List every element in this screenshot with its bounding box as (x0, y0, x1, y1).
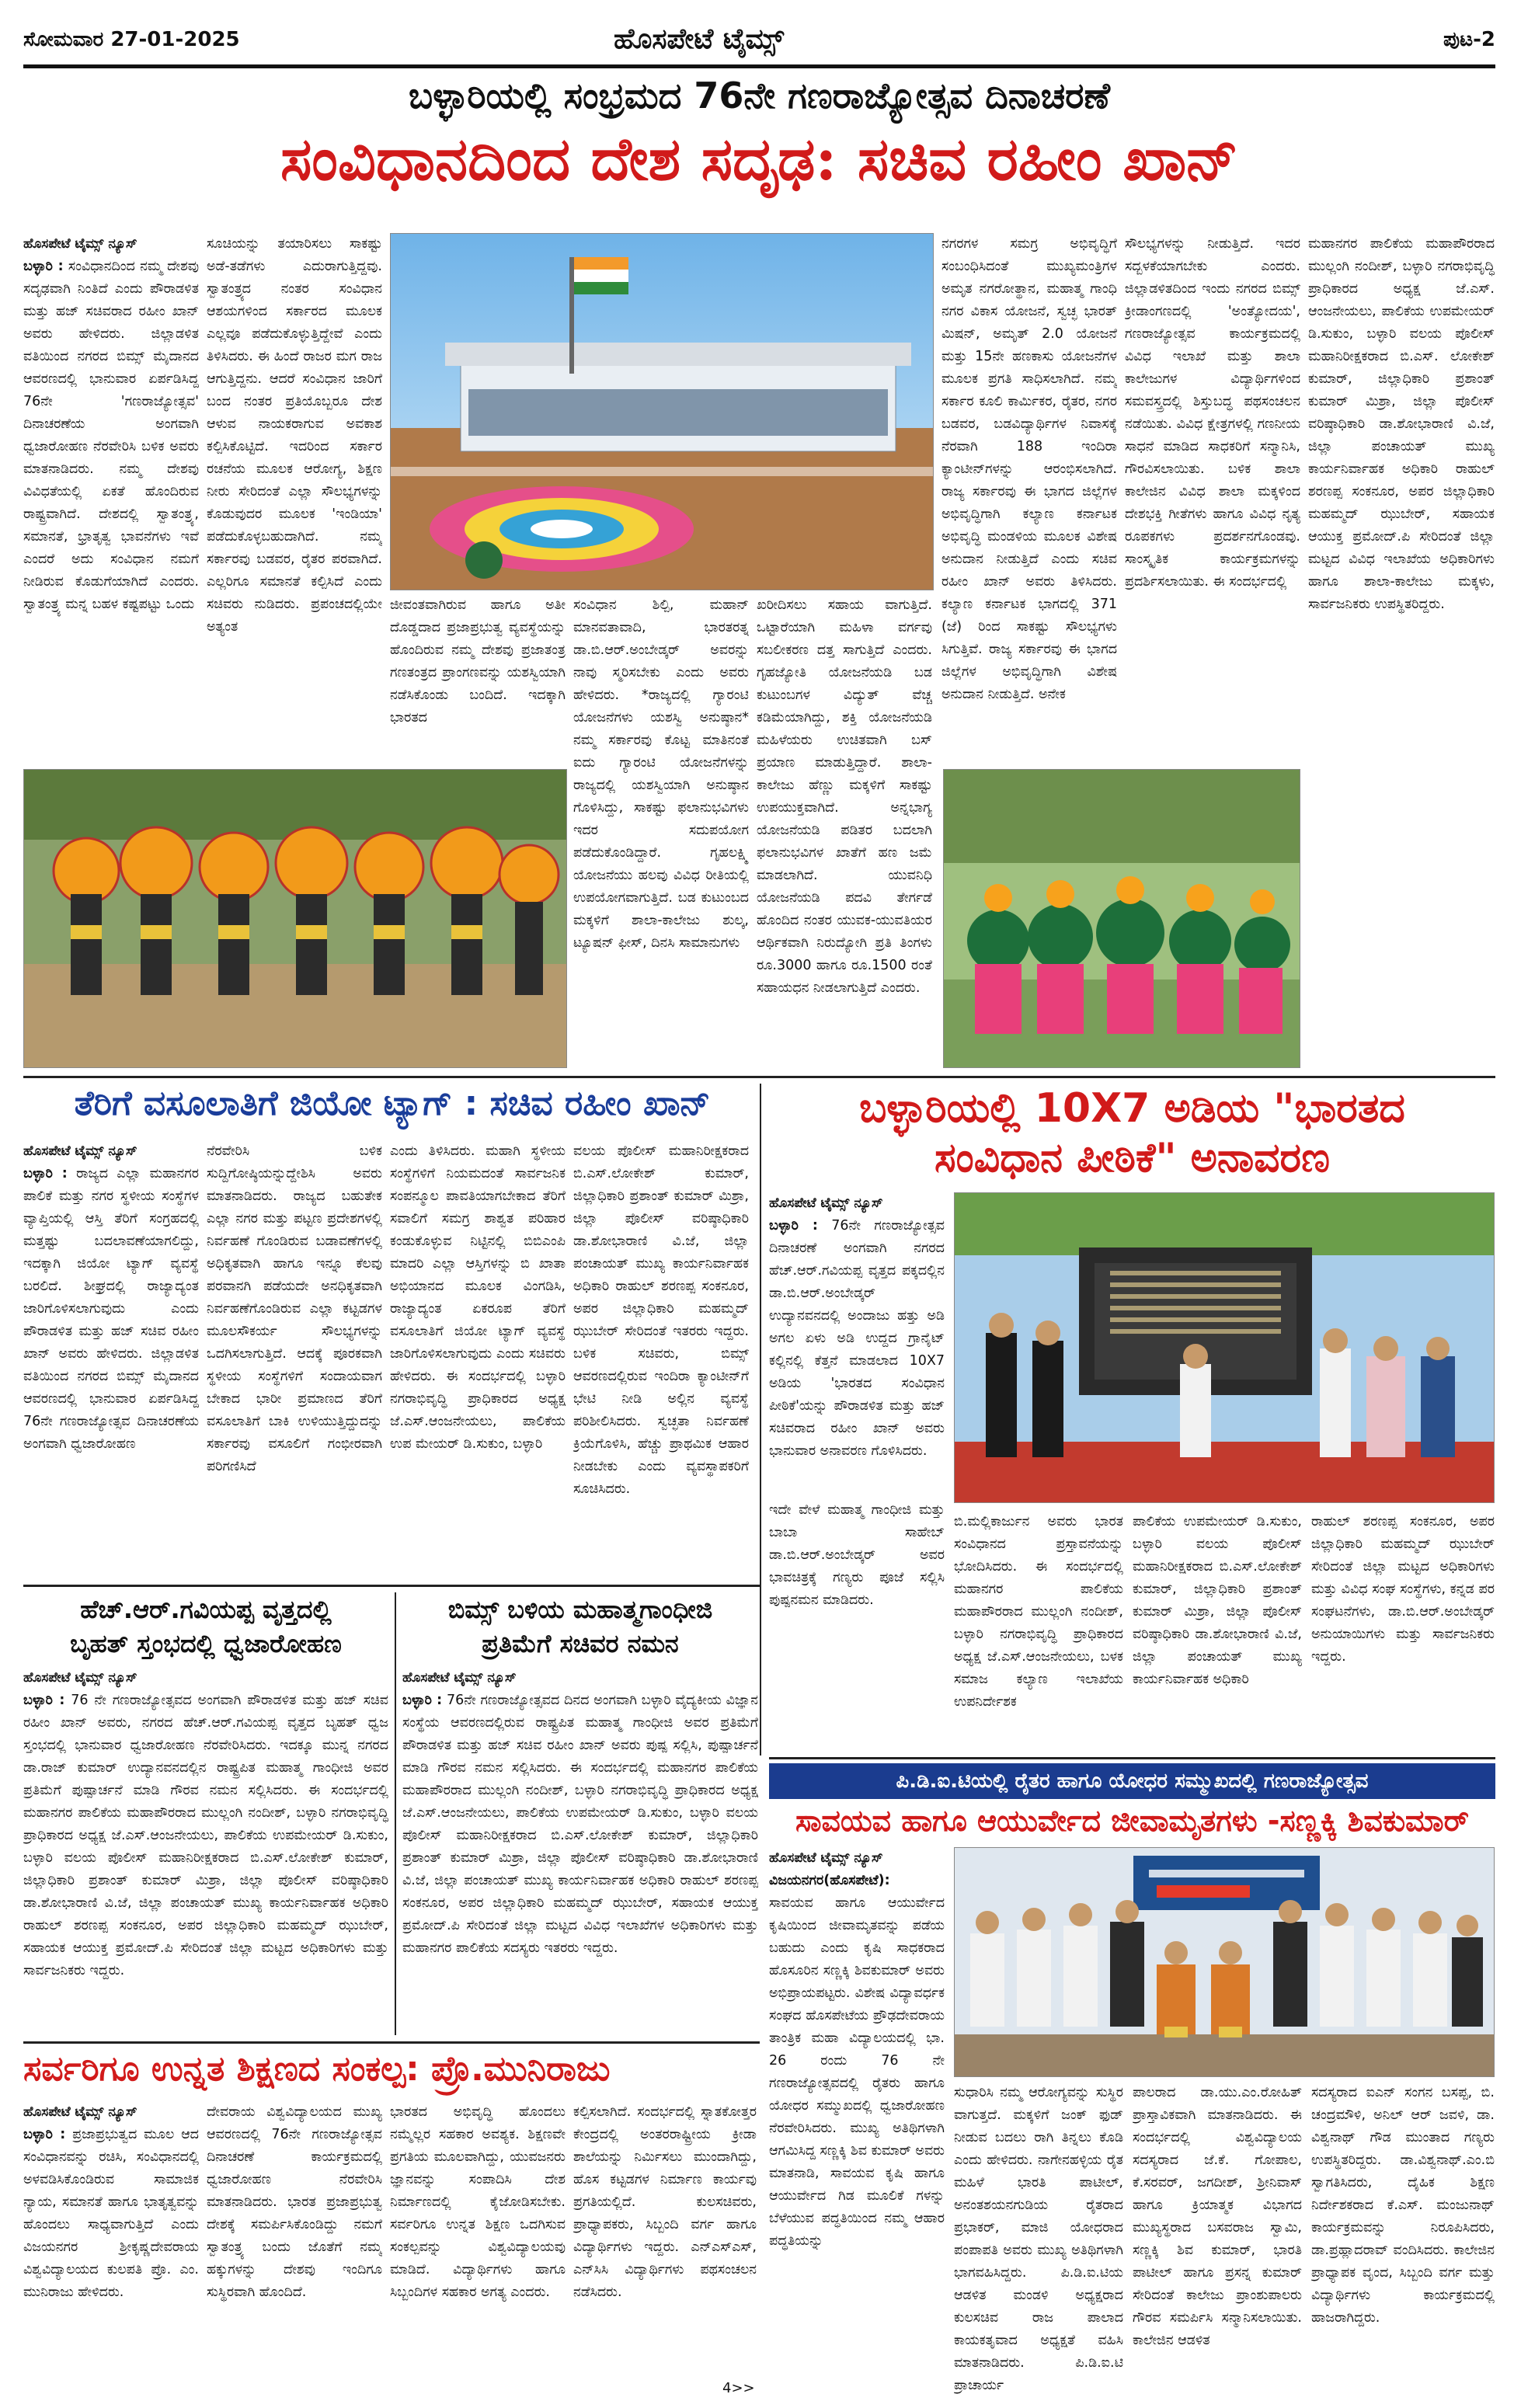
story3-text-1: 76ನೇ ಗಣರಾಜ್ಯೋತ್ಸವ ದಿನಾಚರಣೆ ಅಂಗವಾಗಿ ನಗರದ ಹೆಚ್.ಆರ್.ಗವಿಯಪ್ಪ ವೃತ್ತದ ಪಕ್ಕದಲ್ಲಿನ ಡಾ.ಬಿ.ಆರ್.ಅಂಬೇಡ್ಕರ್ ಉದ್ಯಾನವನದಲ್ಲಿ ಅಂದಾಜು ಹತ್ತು ಅಡಿ ಅಗಲ ಏಳು ಅಡಿ ಉದ್ದದ ಗ್ರಾನೈಟ್ ಕಲ್ಲಿನಲ್ಲಿ ಕೆತ್ತನೆ ಮಾಡಲಾದ 10X7 ಅಡಿಯ 'ಭಾರತದ ಸಂವಿಧಾನ ಪೀಠಿಕೆ'ಯನ್ನು ಪೌರಾಡಳಿತ ಮತ್ತು ಹಜ್ ಸಚಿವರಾದ ರಹೀಂ ಖಾನ್ ಅವರು ಭಾನುವಾರ ಅನಾವರಣ ಗೊಳಿಸಿದರು. (769, 1218, 945, 1459)
story2-column-1 (23, 1140, 199, 1579)
story6-photo-group (954, 1847, 1495, 2077)
section-divider (769, 1757, 1495, 1759)
group-photo-illustration (955, 1848, 1495, 2077)
story3-column-3 (1133, 1511, 1302, 1756)
story4-headline (23, 1592, 388, 1661)
dancers-photo-illustration (24, 770, 567, 1068)
lead-text-7: ಮಹಾನಗರ ಪಾಲಿಕೆಯ ಮಹಾಪೌರರಾದ ಮುಲ್ಲಂಗಿ ನಂದೀಶ್, ಬಳ್ಳಾರಿ ನಗರಾಭಿವೃದ್ಧಿ ಪ್ರಾಧಿಕಾರದ ಅಧ್ಯಕ್ಷ ಜೆ.ಎಸ್. ಆಂಜನೇಯಲು, ಪಾಲಿಕೆಯ ಉಪಮೇಯರ್ ಡಿ.ಸುಕುಂ, ಬಳ್ಳಾರಿ ವಲಯ ಪೊಲೀಸ್ ಮಹಾನಿರೀಕ್ಷಕರಾದ ಬಿ.ಎಸ್. ಲೋಕೇಶ್ ಕುಮಾರ್, ಜಿಲ್ಲಾಧಿಕಾರಿ ಪ್ರಶಾಂತ್ ಕುಮಾರ್ ಮಿಶ್ರಾ, ಜಿಲ್ಲಾ ಪೊಲೀಸ್ ವರಿಷ್ಠಾಧಿಕಾರಿ ಡಾ.ಶೋಭಾರಾಣಿ ವಿ.ಜೆ, ಜಿಲ್ಲಾ ಪಂಚಾಯತ್ ಮುಖ್ಯ ಕಾರ್ಯನಿರ್ವಾಹಕ ಅಧಿಕಾರಿ ರಾಹುಲ್ ಶರಣಪ್ಪ ಸಂಕನೂರ, ಅಪರ ಜಿಲ್ಲಾಧಿಕಾರಿ ಮಹಮ್ಮದ್ ಝುಬೇರ್, ಸಹಾಯಕ ಆಯುಕ್ತ ಪ್ರಮೋದ್.ಪಿ ಸೇರಿದಂತೆ ಜಿಲ್ಲಾ ಮಟ್ಟದ ವಿವಿಧ ಇಲಾಖೆಯ ಅಧಿಕಾರಿಗಳು ಹಾಗೂ ಶಾಲಾ-ಕಾಲೇಜು ಮಕ್ಕಳು, ಸಾರ್ವಜನಿಕರು ಉಪಸ್ಥಿತರಿದ್ದರು. (1308, 236, 1495, 612)
story5-headline-line-1: ಬಿಮ್ಸ್ ಬಳಿಯ ಮಹಾತ್ಮಗಾಂಧೀಜಿ (447, 1595, 713, 1624)
story2-column-4 (573, 1140, 749, 1579)
lead-text-1: ಸಂವಿಧಾನದಿಂದ ನಮ್ಮ ದೇಶವು ಸದೃಢವಾಗಿ ನಿಂತಿದೆ ಎಂದು ಪೌರಾಡಳಿತ ಮತ್ತು ಹಜ್ ಸಚಿವರಾದ ರಹೀಂ ಖಾನ್ ಅವರು ಹೇಳಿದರು. ಜಿಲ್ಲಾಡಳಿತ ವತಿಯಿಂದ ನಗರದ ಬಿಮ್ಸ್ ಮೈದಾನದ ಆವರಣದಲ್ಲಿ ಭಾನುವಾರ ಏರ್ಪಡಿಸಿದ್ದ 76ನೇ 'ಗಣರಾಜ್ಯೋತ್ಸವ' ದಿನಾಚರಣೆಯ ಅಂಗವಾಗಿ ಧ್ವಜಾರೋಹಣ ನೆರವೇರಿಸಿ ಬಳಿಕ ಅವರು ಮಾತನಾಡಿದರು. ನಮ್ಮ ದೇಶವು ವಿವಿಧತೆಯಲ್ಲಿ ಏಕತೆ ಹೊಂದಿರುವ ರಾಷ್ಟ್ರವಾಗಿದೆ. ದೇಶದಲ್ಲಿ ಸ್ವಾತಂತ್ರ್ಯ, ಸಮಾನತೆ, ಭ್ರಾತೃತ್ವ ಭಾವನೆಗಳು ಇವೆ ಎಂದರೆ ಅದು ಸಂವಿಧಾನ ನಮಗೆ ನೀಡಿರುವ ಕೊಡುಗೆಯಾಗಿದೆ ಎಂದರು. ಸ್ವಾತಂತ್ರ್ಯ ಮನ್ನ ಬಹಳ ಕಷ್ಟಪಟ್ಟು ಒಂದು (23, 259, 199, 612)
lead-photo-girls (943, 769, 1300, 1068)
lead-column-2b (390, 594, 566, 761)
story6-text-1: ಸಾವಯವ ಹಾಗೂ ಆಯುರ್ವೇದ ಕೃಷಿಯಿಂದ ಜೀವಾಮೃತವನ್ನು ಪಡೆಯ ಬಹುದು ಎಂದು ಕೃಷಿ ಸಾಧಕರಾದ ಹೊಸೂರಿನ ಸಣ್ಣಕ್ಕಿ ಶಿವಕುಮಾರ್ ಅವರು ಅಭಿಪ್ರಾಯಪಟ್ಟರು. ವಿಶೇಷ ವಿದ್ಯಾವರ್ಧಕ ಸಂಘದ ಹೊಸಪೇಟೆಯ ಪ್ರೌಢದೇವರಾಯ ತಾಂತ್ರಿಕ ಮಹಾ ವಿದ್ಯಾಲಯದಲ್ಲಿ ಭಾ. 26 ರಂದು 76 ನೇ ಗಣರಾಜ್ಯೋತ್ಸವದಲ್ಲಿ ರೈತರು ಹಾಗೂ ಯೋಧರ ಸಮ್ಮುಖದಲ್ಲಿ ಧ್ವಜಾರೋಹಣ ನೆರವೇರಿಸಿದರು. ಮುಖ್ಯ ಅತಿಥಿಗಳಾಗಿ ಆಗಮಿಸಿದ್ದ ಸಣ್ಣಕ್ಕಿ ಶಿವ ಕುಮಾರ್ ಅವರು ಮಾತನಾಡಿ, ಸಾವಯವ ಕೃಷಿ ಹಾಗೂ ಆಯುರ್ವೇದ ಗಿಡ ಮೂಲಿಕೆ ಗಳನ್ನು ಬೆಳೆಯುವ ಪದ್ಧತಿಯಿಂದ ನಮ್ಮ ಆಹಾರ ಪದ್ಧತಿಯನ್ನು (769, 1895, 945, 2249)
story7-byline: ಹೊಸಪೇಟೆ ಟೈಮ್ಸ್ ನ್ಯೂಸ್ (23, 2104, 137, 2120)
story7-text-1: ಪ್ರಜಾಪ್ರಭುತ್ವದ ಮೂಲ ಆದ ಸಂವಿಧಾನವನ್ನು ರಚಿಸಿ, ಸಂವಿಧಾನದಲ್ಲಿ ಅಳವಡಿಸಿಕೊಂಡಿರುವ ಸಾಮಾಜಿಕ ನ್ಯಾಯ, ಸಮಾನತೆ ಹಾಗೂ ಭಾತೃತ್ವವನ್ನು ಹೊಂದಲು ಸಾಧ್ಯವಾಗುತ್ತಿದೆ ಎಂದು ವಿಜಯನಗರ ಶ್ರೀಕೃಷ್ಣದೇವರಾಯ ವಿಶ್ವವಿದ್ಯಾಲಯದ ಕುಲಪತಿ ಪ್ರೊ. ಎಂ. ಮುನಿರಾಜು ಹೇಳಿದರು. (23, 2127, 199, 2300)
story3-headline (769, 1084, 1495, 1183)
story5-body (402, 1667, 758, 2036)
story3-column-1b (769, 1499, 945, 1756)
preamble-photo-illustration (955, 1193, 1495, 1503)
story3-byline: ಹೊಸಪೇಟೆ ಟೈಮ್ಸ್ ನ್ಯೂಸ್ (769, 1195, 883, 1211)
story2-byline: ಹೊಸಪೇಟೆ ಟೈಮ್ಸ್ ನ್ಯೂಸ್ (23, 1143, 137, 1159)
story3-column-1 (769, 1192, 945, 1495)
lead-photo-stage (390, 233, 934, 590)
story3-column-4 (1311, 1511, 1495, 1756)
story7-column-1 (23, 2101, 199, 2400)
story3-headline-line-2: ಸಂವಿಧಾನ ಪೀಠಿಕೆ" ಅನಾವರಣ (935, 1135, 1330, 1181)
story5-byline: ಹೊಸಪೇಟೆ ಟೈಮ್ಸ್ ನ್ಯೂಸ್ (402, 1670, 517, 1686)
story7-dateline: ಬಳ್ಳಾರಿ : (23, 2127, 66, 2142)
lead-text-2b: ಜೀವಂತವಾಗಿರುವ ಹಾಗೂ ಅತೀ ದೊಡ್ಡದಾದ ಪ್ರಜಾಪ್ರಭುತ್ವ ವ್ಯವಸ್ಥೆಯನ್ನು ಹೊಂದಿರುವ ನಮ್ಮ ದೇಶವು ಪ್ರಜಾತಂತ್ರ ಗಣತಂತ್ರದ ಪ್ರಾಂಗಣವನ್ನು ಯಶಸ್ವಿಯಾಗಿ ನಡೆಸಿಕೊಂಡು ಬಂದಿದೆ. ಇದಕ್ಕಾಗಿ ಭಾರತದ (390, 597, 566, 726)
stage-photo-illustration (391, 234, 934, 590)
story4-byline: ಹೊಸಪೇಟೆ ಟೈಮ್ಸ್ ನ್ಯೂಸ್ (23, 1670, 137, 1686)
story6-dateline: ವಿಜಯನಗರ(ಹೊಸಪೇಟೆ): (769, 1873, 890, 1888)
story3-text-4: ರಾಹುಲ್ ಶರಣಪ್ಪ ಸಂಕನೂರ, ಅಪರ ಜಿಲ್ಲಾಧಿಕಾರಿ ಮಹಮ್ಮದ್ ಝುಬೇರ್ ಸೇರಿದಂತೆ ಜಿಲ್ಲಾ ಮಟ್ಟದ ಅಧಿಕಾರಿಗಳು ಮತ್ತು ವಿವಿಧ ಸಂಘ ಸಂಸ್ಥೆಗಳು, ಕನ್ನಡ ಪರ ಸಂಘಟನೆಗಳು, ಡಾ.ಬಿ.ಆರ್.ಅಂಬೇಡ್ಕರ್ ಅನುಯಾಯಿಗಳು ಮತ್ತು ಸಾರ್ವಜನಿಕರು ಇದ್ದರು. (1311, 1514, 1495, 1665)
story5-text: 76ನೇ ಗಣರಾಜ್ಯೋತ್ಸವದ ದಿನದ ಅಂಗವಾಗಿ ಬಳ್ಳಾರಿ ವೈದ್ಯಕೀಯ ವಿಜ್ಞಾನ ಸಂಸ್ಥೆಯ ಆವರಣದಲ್ಲಿರುವ ರಾಷ್ಟ್ರಪಿತ ಮಹಾತ್ಮ ಗಾಂಧೀಜಿ ಅವರ ಪ್ರತಿಮೆಗೆ ಪೌರಾಡಳಿತ ಮತ್ತು ಹಜ್ ಸಚಿವ ರಹೀಂ ಖಾನ್ ಅವರು ಪುಷ್ಪ ಸಲ್ಲಿಸಿ, ಪುಷ್ಪಾರ್ಚನೆ ಮಾಡಿ ಗೌರವ ನಮನ ಸಲ್ಲಿಸಿದರು. ಈ ಸಂದರ್ಭದಲ್ಲಿ ಮಹಾನಗರ ಪಾಲಿಕೆಯ ಮಹಾಪೌರರಾದ ಮುಲ್ಲಂಗಿ ನಂದೀಶ್, ಬಳ್ಳಾರಿ ನಗರಾಭಿವೃದ್ಧಿ ಪ್ರಾಧಿಕಾರದ ಅಧ್ಯಕ್ಷ ಜೆ.ಎಸ್.ಆಂಜನೇಯಲು, ಪಾಲಿಕೆಯ ಉಪಮೇಯರ್ ಡಿ.ಸುಕುಂ, ಬಳ್ಳಾರಿ ವಲಯ ಪೊಲೀಸ್ ಮಹಾನಿರೀಕ್ಷಕರಾದ ಬಿ.ಎಸ್.ಲೋಕೇಶ್ ಕುಮಾರ್, ಜಿಲ್ಲಾಧಿಕಾರಿ ಪ್ರಶಾಂತ್ ಕುಮಾರ್ ಮಿಶ್ರಾ, ಜಿಲ್ಲಾ ಪೊಲೀಸ್ ವರಿಷ್ಠಾಧಿಕಾರಿ ಡಾ.ಶೋಭಾರಾಣಿ ವಿ.ಜೆ, ಜಿಲ್ಲಾ ಪಂಚಾಯತ್ ಮುಖ್ಯ ಕಾರ್ಯನಿರ್ವಾಹಕ ಅಧಿಕಾರಿ ರಾಹುಲ್ ಶರಣಪ್ಪ ಸಂಕನೂರ, ಅಪರ ಜಿಲ್ಲಾಧಿಕಾರಿ ಮಹಮ್ಮದ್ ಝುಬೇರ್, ಸಹಾಯಕ ಆಯುಕ್ತ ಪ್ರಮೋದ್.ಪಿ ಸೇರಿದಂತೆ ಜಿಲ್ಲಾ ಮಟ್ಟದ ವಿವಿಧ ಇಲಾಖೆಗಳ ಅಧಿಕಾರಿಗಳು ಮತ್ತು ಮಹಾನಗರ ಪಾಲಿಕೆಯ ಸದಸ್ಯರು ಇತರರು ಇದ್ದರು. (402, 1693, 758, 1956)
story4-headline-line-1: ಹೆಚ್.ಆರ್.ಗವಿಯಪ್ಪ ವೃತ್ತದಲ್ಲಿ (80, 1595, 332, 1624)
column-divider (760, 1084, 761, 1756)
story7-headline: ಸರ್ವರಿಗೂ ಉನ್ನತ ಶಿಕ್ಷಣದ ಸಂಕಲ್ಪ: ಪ್ರೊ.ಮುನಿರಾಜು (23, 2049, 611, 2089)
lead-dateline: ಬಳ್ಳಾರಿ : (23, 259, 64, 274)
story6-headline: ಸಾವಯವ ಹಾಗೂ ಆಯುರ್ವೇದ ಜೀವಾಮೃತಗಳು -ಸಣ್ಣಕ್ಕಿ ಶಿವಕುಮಾರ್ (795, 1804, 1470, 1838)
story3-text-2: ಬಿ.ಮಲ್ಲಿಕಾರ್ಜುನ ಅವರು ಭಾರತ ಸಂವಿಧಾನದ ಪ್ರಸ್ತಾವನೆಯನ್ನು ಭೋದಿಸಿದರು. ಈ ಸಂದರ್ಭದಲ್ಲಿ ಮಹಾನಗರ ಪಾಲಿಕೆಯ ಮಹಾಪೌರರಾದ ಮುಲ್ಲಂಗಿ ನಂದೀಶ್, ಬಳ್ಳಾರಿ ನಗರಾಭಿವೃದ್ಧಿ ಪ್ರಾಧಿಕಾರದ ಅಧ್ಯಕ್ಷ ಜೆ.ಎಸ್.ಆಂಜನೇಯಲು, ಬಳಕ ಸಮಾಜ ಕಲ್ಯಾಣ ಇಲಾಖೆಯ ಉಪನಿರ್ದೇಶಕ (954, 1514, 1123, 1710)
section-divider (23, 1076, 1495, 1078)
girls-photo-illustration (944, 770, 1300, 1068)
story2-text-4: ವಲಯ ಪೊಲೀಸ್ ಮಹಾನಿರೀಕ್ಷಕರಾದ ಬಿ.ಎಸ್.ಲೋಕೇಶ್ ಕುಮಾರ್, ಜಿಲ್ಲಾಧಿಕಾರಿ ಪ್ರಶಾಂತ್ ಕುಮಾರ್ ಮಿಶ್ರಾ, ಜಿಲ್ಲಾ ಪೊಲೀಸ್ ವರಿಷ್ಠಾಧಿಕಾರಿ ಡಾ.ಶೋಭಾರಾಣಿ ವಿ.ಜೆ, ಜಿಲ್ಲಾ ಪಂಚಾಯತ್ ಮುಖ್ಯ ಕಾರ್ಯನಿರ್ವಾಹಕ ಅಧಿಕಾರಿ ರಾಹುಲ್ ಶರಣಪ್ಪ ಸಂಕನೂರ, ಅಪರ ಜಿಲ್ಲಾಧಿಕಾರಿ ಮಹಮ್ಮದ್ ಝುಬೇರ್ ಸೇರಿದಂತೆ ಇತರರು ಇದ್ದರು. ಬಳಿಕ ಸಚಿವರು, ಬಿಮ್ಸ್ ಆವರಣದಲ್ಲಿರುವ ಇಂದಿರಾ ಕ್ಯಾಂಟೀನ್‌ಗೆ ಭೇಟಿ ನೀಡಿ ಅಲ್ಲಿನ ವ್ಯವಸ್ಥೆ ಪರಿಶೀಲಿಸಿದರು. ಸ್ವಚ್ಛತಾ ನಿರ್ವಹಣೆ ಕ್ರಿಯೆಗೊಳಿಸಿ, ಹೆಚ್ಚು ಪ್ರಾಥಮಿಕ ಆಹಾರ ನೀಡಬೇಕು ಎಂದು ವ್ಯವಸ್ಥಾಪಕರಿಗೆ ಸೂಚಿಸಿದರು. (573, 1143, 749, 1497)
story3-column-2 (954, 1511, 1123, 1756)
story6-column-1 (769, 1847, 945, 2400)
story6-kicker: ಪಿ.ಡಿ.ಐ.ಟಿಯಲ್ಲಿ ರೈತರ ಹಾಗೂ ಯೋಧರ ಸಮ್ಮುಖದಲ್ಲಿ ಗಣರಾಜ್ಯೋತ್ಸವ (769, 1763, 1495, 1799)
story4-headline-line-2: ಬೃಹತ್ ಸ್ತಂಭದಲ್ಲಿ ಧ್ವಜಾರೋಹಣ (70, 1629, 342, 1658)
lead-column-2 (207, 233, 382, 761)
story2-text-2: ನೆರವೇರಿಸಿ ಬಳಿಕ ಸುದ್ದಿಗೋಷ್ಠಿಯನ್ನುದ್ದೇಶಿಸಿ ಅವರು ಮಾತನಾಡಿದರು. ರಾಜ್ಯದ ಬಹುತೇಕ ಎಲ್ಲಾ ನಗರ ಮತ್ತು ಪಟ್ಟಣ ಪ್ರದೇಶಗಳಲ್ಲಿ ನಿರ್ವಹಣೆ ಗೊಂಡಿರುವ ಬಡಾವಣೆಗಳಲ್ಲಿ ಅಧಿಕೃತವಾಗಿ ಹಾಗೂ ಇನ್ನೂ ಕೆಲವು ಪರವಾನಗಿ ಪಡೆಯದೇ ಅನಧಿಕೃತವಾಗಿ ನಿರ್ವಹಣೆಗೊಂಡಿರುವ ಎಲ್ಲಾ ಕಟ್ಟಡಗಳ ಮೂಲಸೌಕರ್ಯ ಸೌಲಭ್ಯಗಳನ್ನು ಒದಗಿಸಲಾಗುತ್ತಿದೆ. ಆದಕ್ಕೆ ಪೂರಕವಾಗಿ ಸ್ಥಳೀಯ ಸಂಸ್ಥೆಗಳಿಗೆ ಸಂದಾಯವಾಗ ಬೇಕಾದ ಭಾರೀ ಪ್ರಮಾಣದ ತೆರಿಗೆ ವಸೂಲಾತಿಗೆ ಬಾಕಿ ಉಳಿಯುತ್ತಿದ್ದುದನ್ನು ಸರ್ಕಾರವು ವಸೂಲಿಗೆ ಗಂಭೀರವಾಗಿ ಪರಿಗಣಿಸಿದೆ (207, 1143, 382, 1474)
story2-text-1: ರಾಜ್ಯದ ಎಲ್ಲಾ ಮಹಾನಗರ ಪಾಲಿಕೆ ಮತ್ತು ನಗರ ಸ್ಥಳೀಯ ಸಂಸ್ಥೆಗಳ ವ್ಯಾಪ್ತಿಯಲ್ಲಿ ಆಸ್ತಿ ತೆರಿಗೆ ಸಂಗ್ರಹದಲ್ಲಿ ಮತ್ತಷ್ಟು ಬದಲಾವಣೆಯಾಗಲಿದ್ದು, ಇದಕ್ಕಾಗಿ ಜಿಯೋ ಟ್ಯಾಗ್ ವ್ಯವಸ್ಥೆ ಬರಲಿದೆ. ಶೀಘ್ರದಲ್ಲಿ ರಾಜ್ಯಾದ್ಯಂತ ಜಾರಿಗೊಳಿಸಲಾಗುವುದು ಎಂದು ಪೌರಾಡಳಿತ ಮತ್ತು ಹಜ್ ಸಚಿವ ರಹೀಂ ಖಾನ್ ಅವರು ಹೇಳಿದರು. ಜಿಲ್ಲಾಡಳಿತ ವತಿಯಿಂದ ನಗರದ ಬಿಮ್ಸ್ ಮೈದಾನದ ಆವರಣದಲ್ಲಿ ಭಾನುವಾರ ಏರ್ಪಡಿಸಿದ್ದ 76ನೇ ಗಣರಾಜ್ಯೋತ್ಸವ ದಿನಾಚರಣೆಯ ಅಂಗವಾಗಿ ಧ್ವಜಾರೋಹಣ (23, 1166, 199, 1452)
story3-dateline: ಬಳ್ಳಾರಿ : (769, 1218, 818, 1234)
lead-text-5: ನಗರಗಳ ಸಮಗ್ರ ಅಭಿವೃದ್ಧಿಗೆ ಸಂಬಂಧಿಸಿದಂತೆ ಮುಖ್ಯಮಂತ್ರಿಗಳ ಅಮೃತ ನಗರೋತ್ಥಾನ, ಮಹಾತ್ಮ ಗಾಂಧಿ ನಗರ ವಿಕಾಸ ಯೋಜನೆ, ಸ್ವಚ್ಛ ಭಾರತ್ ಮಿಷನ್, ಅಮೃತ್ 2.0 ಯೋಜನೆ ಮತ್ತು 15ನೇ ಹಣಕಾಸು ಯೋಜನೆಗಳ ಮೂಲಕ ಪ್ರಗತಿ ಸಾಧಿಸಲಾಗಿದೆ. ನಮ್ಮ ಸರ್ಕಾರ ಕೂಲಿ ಕಾರ್ಮಿಕರ, ರೈತರ, ನಗರ ಬಡವರ, ಬಡವಿದ್ಯಾರ್ಥಿಗಳ ನಿವಾಸಕ್ಕೆ ನೆರವಾಗಿ 188 ಇಂದಿರಾ ಕ್ಯಾಂಟೀನ್‌ಗಳನ್ನು ಆರಂಭಿಸಲಾಗಿದೆ. ರಾಜ್ಯ ಸರ್ಕಾರವು ಈ ಭಾಗದ ಜಿಲ್ಲೆಗಳ ಅಭಿವೃದ್ಧಿಗಾಗಿ ಕಲ್ಯಾಣ ಕರ್ನಾಟಕ ಅಭಿವೃದ್ಧಿ ಮಂಡಳಿಯ ಮೂಲಕ ವಿಶೇಷ ಅನುದಾನ ನೀಡುತ್ತಿದೆ ಎಂದು ಸಚಿವ ರಹೀಂ ಖಾನ್ ಅವರು ತಿಳಿಸಿದರು. ಕಲ್ಯಾಣ ಕರ್ನಾಟಕ ಭಾಗದಲ್ಲಿ 371 (ಜೆ) ರಿಂದ ಸಾಕಷ್ಟು ಸೌಲಭ್ಯಗಳು ಸಿಗುತ್ತಿವೆ. ರಾಜ್ಯ ಸರ್ಕಾರವು ಈ ಭಾಗದ ಜಿಲ್ಲೆಗಳ ಅಭಿವೃದ್ಧಿಗಾಗಿ ವಿಶೇಷ ಅನುದಾನ ನೀಡುತ್ತಿದೆ. ಅನೇಕ (941, 236, 1117, 702)
story7-text-3: ಭಾರತದ ಅಭಿವೃದ್ಧಿ ಹೊಂದಲು ನಮ್ಮೆಲ್ಲರ ಸಹಕಾರ ಅವಶ್ಯಕ. ಶಿಕ್ಷಣವೇ ಪ್ರಗತಿಯ ಮೂಲವಾಗಿದ್ದು, ಯುವಜನರು ಜ್ಞಾನವನ್ನು ಸಂಪಾದಿಸಿ ದೇಶ ನಿರ್ಮಾಣದಲ್ಲಿ ಕೈಜೋಡಿಸಬೇಕು. ಸರ್ವರಿಗೂ ಉನ್ನತ ಶಿಕ್ಷಣ ಒದಗಿಸುವ ಸಂಕಲ್ಪವನ್ನು ವಿಶ್ವವಿದ್ಯಾಲಯವು ಮಾಡಿದೆ. ವಿದ್ಯಾರ್ಥಿಗಳು ಹಾಗೂ ಸಿಬ್ಬಂದಿಗಳ ಸಹಕಾರ ಅಗತ್ಯ ಎಂದರು. (390, 2104, 566, 2300)
masthead-bar (23, 22, 1495, 68)
story3-photo-preamble (954, 1192, 1495, 1503)
story2-headline: ತೆರಿಗೆ ವಸೂಲಾತಿಗೆ ಜಿಯೋ ಟ್ಯಾಗ್ : ಸಚಿವ ರಹೀಂ ಖಾನ್ (74, 1084, 711, 1123)
lead-photo-dancers (23, 769, 567, 1068)
continued-marker: 4>> (722, 2380, 755, 2396)
story4-dateline: ಬಳ್ಳಾರಿ : (23, 1693, 65, 1708)
lead-column-3 (573, 594, 749, 1068)
story6-column-2 (954, 2082, 1123, 2400)
story7-text-2: ದೇವರಾಯ ವಿಶ್ವವಿದ್ಯಾಲಯದ ಮುಖ್ಯ ಆವರಣದಲ್ಲಿ 76ನೇ ಗಣರಾಜ್ಯೋತ್ಸವ ದಿನಾಚರಣೆ ಕಾರ್ಯಕ್ರಮದಲ್ಲಿ ಧ್ವಜಾರೋಹಣ ನೆರವೇರಿಸಿ ಮಾತನಾಡಿದರು. ಭಾರತ ಪ್ರಜಾಪ್ರಭುತ್ವ ದೇಶಕ್ಕೆ ಸಮರ್ಪಿಸಿಕೊಂಡಿದ್ದು ನಮಗೆ ಸ್ವಾತಂತ್ರ್ಯ ಬಂದು ಜೊತೆಗೆ ನಮ್ಮ ಹಕ್ಕುಗಳನ್ನು ದೇಶವು ಇಂದಿಗೂ ಸುಸ್ಥಿರವಾಗಿ ಹೊಂದಿದೆ. (207, 2104, 382, 2300)
story6-text-3: ಪಾಲರಾದ ಡಾ.ಯು.ಎಂ.ರೋಹಿತ್ ಪ್ರಾಸ್ತಾವಿಕವಾಗಿ ಮಾತನಾಡಿದರು. ಈ ಸಂದರ್ಭದಲ್ಲಿ ವಿಶ್ವವಿದ್ಯಾಲಯ ಸದಸ್ಯರಾದ ಜೆ.ಕೆ. ಗೋಪಾಲ, ಕೆ.ಸರವರ್, ಜಗದೀಶ್, ಶ್ರೀನಿವಾಸ್ ಹಾಗೂ ಕ್ರಿಯಾತ್ಮಕ ವಿಭಾಗದ ಮುಖ್ಯಸ್ಥರಾದ ಬಸವರಾಜ ಸ್ವಾಮಿ, ಸಣ್ಣಕ್ಕಿ ಶಿವ ಕುಮಾರ್, ಭಾರತಿ ಪಾಟೀಲ್ ಹಾಗೂ ಪ್ರಸನ್ನ ಕುಮಾರ್ ಸೇರಿದಂತೆ ಕಾಲೇಜು ಪ್ರಾಂಶುಪಾಲರು ಗೌರವ ಸಮರ್ಪಿಸಿ ಸನ್ಮಾನಿಸಲಾಯಿತು. ಕಾಲೇಜಿನ ಆಡಳಿತ (1133, 2085, 1302, 2348)
lead-column-5 (941, 233, 1117, 777)
story4-body (23, 1667, 388, 2036)
story6-byline: ಹೊಸಪೇಟೆ ಟೈಮ್ಸ್ ನ್ಯೂಸ್ (769, 1850, 883, 1866)
story2-column-2 (207, 1140, 382, 1579)
story6-text-2: ಸುಧಾರಿಸಿ ನಮ್ಮ ಆರೋಗ್ಯವನ್ನು ಸುಸ್ಥಿರ ವಾಗುತ್ತದೆ. ಮಕ್ಕಳಿಗೆ ಜಂಕ್ ಫುಡ್ ನೀಡುವ ಬದಲು ರಾಗಿ ತಿನ್ನಲು ಕೊಡಿ ಎಂದು ಹೇಳಿದರು. ನಾಗೇನಹಳ್ಳಿಯ ರೈತ ಮಹಿಳೆ ಭಾರತಿ ಪಾಟೀಲ್, ಅನಂತಶಯನಗುಡಿಯ ರೈತರಾದ ಪ್ರಭಾಕರ್, ಮಾಜಿ ಯೋಧರಾದ ಪಂಪಾಪತಿ ಅವರು ಮುಖ್ಯ ಅತಿಥಿಗಳಾಗಿ ಭಾಗವಹಿಸಿದ್ದರು. ಪಿ.ಡಿ.ಐ.ಟಿಯ ಆಡಳಿತ ಮಂಡಳಿ ಅಧ್ಯಕ್ಷರಾದ ಕುಲಸಚಿವ ರಾಜ ಪಾಲಾದ ಕಾಯಕತೃವಾದ ಅಧ್ಯಕ್ಷತೆ ವಹಿಸಿ ಮಾತನಾಡಿದರು. ಪಿ.ಡಿ.ಐ.ಟಿ ಪ್ರಾಚಾರ್ಯ (954, 2085, 1123, 2393)
story7-column-3 (390, 2101, 566, 2400)
lead-kicker: ಬಳ್ಳಾರಿಯಲ್ಲಿ ಸಂಭ್ರಮದ 76ನೇ ಗಣರಾಜ್ಯೋತ್ಸವ ದಿನಾಚರಣೆ (409, 75, 1110, 117)
lead-headline: ಸಂವಿಧಾನದಿಂದ ದೇಶ ಸದೃಢ: ಸಚಿವ ರಹೀಂ ಖಾನ್ (280, 124, 1239, 193)
lead-text-3: ಸಂವಿಧಾನ ಶಿಲ್ಪಿ, ಮಹಾನ್ ಮಾನವತಾವಾದಿ, ಭಾರತರತ್ನ ಡಾ.ಬಿ.ಆರ್.ಅಂಬೇಡ್ಕರ್ ಅವರನ್ನು ನಾವು ಸ್ಮರಿಸಬೇಕು ಎಂದು ಅವರು ಹೇಳಿದರು. *ರಾಜ್ಯದಲ್ಲಿ ಗ್ಯಾರಂಟಿ ಯೋಜನೆಗಳು ಯಶಸ್ವಿ ಅನುಷ್ಠಾನ* ನಮ್ಮ ಸರ್ಕಾರವು ಕೊಟ್ಟ ಮಾತಿನಂತೆ ಐದು ಗ್ಯಾರಂಟಿ ಯೋಜನೆಗಳನ್ನು ರಾಜ್ಯದಲ್ಲಿ ಯಶಸ್ವಿಯಾಗಿ ಅನುಷ್ಠಾನ ಗೊಳಿಸಿದ್ದು, ಸಾಕಷ್ಟು ಫಲಾನುಭವಿಗಳು ಇದರ ಸದುಪಯೋಗ ಪಡೆದುಕೊಂಡಿದ್ದಾರೆ. ಗೃಹಲಕ್ಷ್ಮಿ ಯೋಜನೆಯು ಹಲವು ವಿವಿಧ ರೀತಿಯಲ್ಲಿ ಉಪಯೋಗವಾಗುತ್ತಿದೆ. ಬಡ ಕುಟುಂಬದ ಮಕ್ಕಳಿಗೆ ಶಾಲಾ-ಕಾಲೇಜು ಶುಲ್ಕ, ಟ್ಯೂಷನ್ ಫೀಸ್, ದಿನಸಿ ಸಾಮಾನುಗಳು (573, 597, 749, 951)
section-divider (23, 2041, 760, 2044)
lead-text-4: ಖರೀದಿಸಲು ಸಹಾಯ ವಾಗುತ್ತಿದೆ. ಒಟ್ಟಾರೆಯಾಗಿ ಮಹಿಳಾ ವರ್ಗವು ಸಬಲೀಕರಣ ದತ್ತ ಸಾಗುತ್ತಿದೆ ಎಂದರು. ಗೃಹಜ್ಯೋತಿ ಯೋಜನೆಯಡಿ ಬಡ ಕುಟುಂಬಗಳ ವಿದ್ಯುತ್ ವೆಚ್ಚ ಕಡಿಮೆಯಾಗಿದ್ದು, ಶಕ್ತಿ ಯೋಜನೆಯಡಿ ಮಹಿಳೆಯರು ಉಚಿತವಾಗಿ ಬಸ್ ಪ್ರಯಾಣ ಮಾಡುತ್ತಿದ್ದಾರೆ. ಶಾಲಾ-ಕಾಲೇಜು ಹೆಣ್ಣು ಮಕ್ಕಳಿಗೆ ಸಾಕಷ್ಟು ಉಪಯುಕ್ತವಾಗಿದೆ. ಅನ್ನಭಾಗ್ಯ ಯೋಜನೆಯಡಿ ಪಡಿತರ ಬದಲಾಗಿ ಫಲಾನುಭವಿಗಳ ಖಾತೆಗೆ ಹಣ ಜಮೆ ಮಾಡಲಾಗಿದೆ. ಯುವನಿಧಿ ಯೋಜನೆಯಡಿ ಪದವಿ ತೇರ್ಗಡೆ ಹೊಂದಿದ ನಂತರ ಯುವಕ-ಯುವತಿಯರ ಆರ್ಥಿಕವಾಗಿ ನಿರುದ್ಯೋಗಿ ಪ್ರತಿ ತಿಂಗಳು ರೂ.3000 ಹಾಗೂ ರೂ.1500 ರಂತೆ ಸಹಾಯಧನ ನೀಡಲಾಗುತ್ತಿದೆ ಎಂದರು. (757, 597, 932, 996)
lead-column-6 (1125, 233, 1300, 777)
story2-column-3 (390, 1140, 566, 1579)
column-divider (395, 1592, 396, 2035)
lead-text-2: ಸೂಚಿಯನ್ನು ತಯಾರಿಸಲು ಸಾಕಷ್ಟು ಅಡೆ-ತಡೆಗಳು ಎದುರಾಗುತ್ತಿದ್ದವು. ಸ್ವಾತಂತ್ರ್ಯದ ನಂತರ ಸಂವಿಧಾನ ಆಶಯಗಳಿಂದ ಸರ್ಕಾರದ ಮೂಲಕ ಎಲ್ಲವೂ ಪಡೆದುಕೊಳ್ಳುತ್ತಿದ್ದೇವೆ ಎಂದು ತಿಳಿಸಿದರು. ಈ ಹಿಂದೆ ರಾಜರ ಮಗ ರಾಜ ಆಗುತ್ತಿದ್ದನು. ಆದರೆ ಸಂವಿಧಾನ ಜಾರಿಗೆ ಬಂದ ನಂತರ ಪ್ರತಿಯೊಬ್ಬರೂ ದೇಶ ಆಳುವ ನಾಯಕರಾಗುವ ಅವಕಾಶ ಕಲ್ಪಿಸಿಕೊಟ್ಟಿದೆ. ಇದರಿಂದ ಸರ್ಕಾರ ರಚನೆಯ ಮೂಲಕ ಆರೋಗ್ಯ, ಶಿಕ್ಷಣ ನೀರು ಸೇರಿದಂತೆ ಎಲ್ಲಾ ಸೌಲಭ್ಯಗಳನ್ನು ಕೊಡುವುದರ ಮೂಲಕ 'ಇಂಡಿಯಾ' ಪಡೆದುಕೊಳ್ಳಬಹುದಾಗಿದೆ. ನಮ್ಮ ಸರ್ಕಾರವು ಬಡವರ, ರೈತರ ಪರವಾಗಿದೆ. ಎಲ್ಲರಿಗೂ ಸಮಾನತೆ ಕಲ್ಪಿಸಿದೆ ಎಂದು ಸಚಿವರು ನುಡಿದರು. ಪ್ರಪಂಚದಲ್ಲಿಯೇ ಅತ್ಯಂತ (207, 236, 382, 635)
story7-column-4 (573, 2101, 757, 2377)
page-number: ಪುಟ-2 (1443, 28, 1495, 51)
lead-column-7 (1308, 233, 1495, 1072)
story3-text-3: ಪಾಲಿಕೆಯ ಉಪಮೇಯರ್ ಡಿ.ಸುಕುಂ, ಬಳ್ಳಾರಿ ವಲಯ ಪೊಲೀಸ್ ಮಹಾನಿರೀಕ್ಷಕರಾದ ಬಿ.ಎಸ್.ಲೋಕೇಶ್ ಕುಮಾರ್, ಜಿಲ್ಲಾಧಿಕಾರಿ ಪ್ರಶಾಂತ್ ಕುಮಾರ್ ಮಿಶ್ರಾ, ಜಿಲ್ಲಾ ಪೊಲೀಸ್ ವರಿಷ್ಠಾಧಿಕಾರಿ ಡಾ.ಶೋಭಾರಾಣಿ ವಿ.ಜೆ, ಜಿಲ್ಲಾ ಪಂಚಾಯತ್ ಮುಖ್ಯ ಕಾರ್ಯನಿರ್ವಾಹಕ ಅಧಿಕಾರಿ (1133, 1514, 1302, 1687)
section-divider (23, 1585, 760, 1587)
story3-headline-line-1: ಬಳ್ಳಾರಿಯಲ್ಲಿ 10X7 ಅಡಿಯ "ಭಾರತದ (859, 1085, 1405, 1132)
lead-text-6: ಸೌಲಭ್ಯಗಳನ್ನು ನೀಡುತ್ತಿದೆ. ಇದರ ಸದ್ಬಳಕೆಯಾಗಬೇಕು ಎಂದರು. ಜಿಲ್ಲಾಡಳಿತದಿಂದ ಇಂದು ನಗರದ ಬಿಮ್ಸ್ ಕ್ರೀಡಾಂಗಣದಲ್ಲಿ 'ಅಂತ್ಯೋದಯ', ಗಣರಾಜ್ಯೋತ್ಸವ ಕಾರ್ಯಕ್ರಮದಲ್ಲಿ ವಿವಿಧ ಇಲಾಖೆ ಮತ್ತು ಶಾಲಾ ಕಾಲೇಜುಗಳ ವಿದ್ಯಾರ್ಥಿಗಳಿಂದ ಸಮವಸ್ತ್ರದಲ್ಲಿ ಶಿಸ್ತುಬದ್ಧ ಪಥಸಂಚಲನ ನಡೆಯಿತು. ವಿವಿಧ ಕ್ಷೇತ್ರಗಳಲ್ಲಿ ಗಣನೀಯ ಸಾಧನೆ ಮಾಡಿದ ಸಾಧಕರಿಗೆ ಸನ್ಮಾನಿಸಿ, ಗೌರವಿಸಲಾಯಿತು. ಬಳಿಕ ಶಾಲಾ ಕಾಲೇಜಿನ ವಿವಿಧ ಶಾಲಾ ಮಕ್ಕಳಿಂದ ದೇಶಭಕ್ತಿ ಗೀತೆಗಳು ಹಾಗೂ ವಿವಿಧ ನೃತ್ಯ ರೂಪಕಗಳು ಪ್ರದರ್ಶನಗೊಂಡವು. ಸಾಂಸ್ಕೃತಿಕ ಕಾರ್ಯಕ್ರಮಗಳನ್ನು ಪ್ರದರ್ಶಿಸಲಾಯಿತು. ಈ ಸಂದರ್ಭದಲ್ಲಿ (1125, 236, 1300, 590)
lead-column-4 (757, 594, 932, 1068)
story6-column-3 (1133, 2082, 1302, 2400)
issue-date: ಸೋಮವಾರ 27-01-2025 (23, 28, 240, 51)
story2-dateline: ಬಳ್ಳಾರಿ : (23, 1166, 68, 1181)
story6-text-4: ಸದಸ್ಯರಾದ ಐಎನ್ ಸಂಗನ ಬಸಪ್ಪ, ಬಿ. ಚಂದ್ರಮೌಳಿ, ಅನಿಲ್ ಆರ್ ಜವಳಿ, ಡಾ. ವಿಶ್ವನಾಥ್ ಗೌಡ ಮುಂತಾದ ಗಣ್ಯರು ಉಪಸ್ಥಿತರಿದ್ದರು. ಡಾ.ವಿಶ್ವನಾಥ್.ಎಂ.ಬಿ ಸ್ವಾಗತಿಸಿದರು, ದೈಹಿಕ ಶಿಕ್ಷಣ ನಿರ್ದೇಶಕರಾದ ಕೆ.ಎಸ್. ಮಂಜುನಾಥ್ ಕಾರ್ಯಕ್ರಮವನ್ನು ನಿರೂಪಿಸಿದರು, ಡಾ.ಪ್ರಹ್ಲಾದರಾವ್ ವಂದಿಸಿದರು. ಕಾಲೇಜಿನ ಪ್ರಾಧ್ಯಾಪಕ ವೃಂದ, ಸಿಬ್ಬಂದಿ ವರ್ಗ ಮತ್ತು ವಿದ್ಯಾರ್ಥಿಗಳು ಕಾರ್ಯಕ್ರಮದಲ್ಲಿ ಹಾಜರಾಗಿದ್ದರು. (1311, 2085, 1495, 2326)
story7-column-2 (207, 2101, 382, 2400)
story6-column-4 (1311, 2082, 1495, 2400)
story3-text-1b: ಇದೇ ವೇಳೆ ಮಹಾತ್ಮ ಗಾಂಧೀಜಿ ಮತ್ತು ಬಾಬಾ ಸಾಹೇಬ್ ಡಾ.ಬಿ.ಆರ್.ಅಂಬೇಡ್ಕರ್ ಅವರ ಭಾವಚಿತ್ರಕ್ಕೆ ಗಣ್ಯರು ಪೂಜೆ ಸಲ್ಲಿಸಿ ಪುಷ್ಪನಮನ ಮಾಡಿದರು. (769, 1502, 945, 1608)
story7-text-4: ಕಲ್ಪಿಸಲಾಗಿದೆ. ಸಂದರ್ಭದಲ್ಲಿ ಸ್ನಾತಕೋತ್ತರ ಕೇಂದ್ರದಲ್ಲಿ ಅಂತರರಾಷ್ಟ್ರೀಯ ಕ್ರೀಡಾ ಶಾಲೆಯನ್ನು ನಿರ್ಮಿಸಲು ಮುಂದಾಗಿದ್ದು, ಹೊಸ ಕಟ್ಟಡಗಳ ನಿರ್ಮಾಣ ಕಾರ್ಯವು ಪ್ರಗತಿಯಲ್ಲಿದೆ. ಕುಲಸಚಿವರು, ಪ್ರಾಧ್ಯಾಪಕರು, ಸಿಬ್ಬಂದಿ ವರ್ಗ ಹಾಗೂ ವಿದ್ಯಾರ್ಥಿಗಳು ಇದ್ದರು. ಎನ್‌ಎಸ್‌ಎಸ್, ಎನ್‌ಸಿಸಿ ವಿದ್ಯಾರ್ಥಿಗಳು ಪಥಸಂಚಲನ ನಡೆಸಿದರು. (573, 2104, 757, 2300)
story5-headline (402, 1592, 758, 1661)
story5-headline-line-2: ಪ್ರತಿಮೆಗೆ ಸಚಿವರ ನಮನ (482, 1629, 679, 1658)
newspaper-title: ಹೊಸಪೇಟೆ ಟೈಮ್ಸ್ (614, 23, 785, 55)
lead-byline: ಹೊಸಪೇಟೆ ಟೈಮ್ಸ್ ನ್ಯೂಸ್ (23, 236, 137, 252)
story2-text-3: ಎಂದು ತಿಳಿಸಿದರು. ಮಹಾಗಿ ಸ್ಥಳೀಯ ಸಂಸ್ಥೆಗಳಿಗೆ ನಿಯಮದಂತೆ ಸಾರ್ವಜನಿಕ ಸಂಪನ್ಮೂಲ ಪಾವತಿಯಾಗಬೇಕಾದ ತೆರಿಗೆ ಸವಾಲಿಗೆ ಸಮಗ್ರ ಶಾಶ್ವತ ಪರಿಹಾರ ಕಂಡುಕೊಳ್ಳುವ ನಿಟ್ಟಿನಲ್ಲಿ ಬಿಬಿಎಂಪಿ ಮಾದರಿ ಎಲ್ಲಾ ಆಸ್ತಿಗಳನ್ನು ಬಿ ಖಾತಾ ಅಭಿಯಾನದ ಮೂಲಕ ವಿಂಗಡಿಸಿ, ರಾಜ್ಯಾದ್ಯಂತ ಏಕರೂಪ ತೆರಿಗೆ ವಸೂಲಾತಿಗೆ ಜಿಯೋ ಟ್ಯಾಗ್ ವ್ಯವಸ್ಥೆ ಜಾರಿಗೊಳಿಸಲಾಗುವುದು ಎಂದು ಸಚಿವರು ಹೇಳಿದರು. ಈ ಸಂದರ್ಭದಲ್ಲಿ ಬಳ್ಳಾರಿ ನಗರಾಭಿವೃದ್ಧಿ ಪ್ರಾಧಿಕಾರದ ಅಧ್ಯಕ್ಷ ಜೆ.ಎಸ್.ಆಂಜನೇಯಲು, ಪಾಲಿಕೆಯ ಉಪ ಮೇಯರ್ ಡಿ.ಸುಕುಂ, ಬಳ್ಳಾರಿ (390, 1143, 566, 1452)
lead-column-1 (23, 233, 199, 761)
story4-text: 76 ನೇ ಗಣರಾಜ್ಯೋತ್ಸವದ ಅಂಗವಾಗಿ ಪೌರಾಡಳಿತ ಮತ್ತು ಹಜ್ ಸಚಿವ ರಹೀಂ ಖಾನ್ ಅವರು, ನಗರದ ಹೆಚ್.ಆರ್.ಗವಿಯಪ್ಪ ವೃತ್ತದ ಬೃಹತ್ ಧ್ವಜ ಸ್ತಂಭದಲ್ಲಿ ಭಾನುವಾರ ಧ್ವಜಾರೋಹಣ ನೆರವೇರಿಸಿದರು. ಇದಕ್ಕೂ ಮುನ್ನ ನಗರದ ಡಾ.ರಾಜ್ ಕುಮಾರ್ ಉದ್ಯಾನವನದಲ್ಲಿನ ರಾಷ್ಟ್ರಪಿತ ಮಹಾತ್ಮ ಗಾಂಧೀಜಿ ಅವರ ಪ್ರತಿಮೆಗೆ ಪುಷ್ಪಾರ್ಚನೆ ಮಾಡಿ ಗೌರವ ನಮನ ಸಲ್ಲಿಸಿದರು. ಈ ಸಂದರ್ಭದಲ್ಲಿ ಮಹಾನಗರ ಪಾಲಿಕೆಯ ಮಹಾಪೌರರಾದ ಮುಲ್ಲಂಗಿ ನಂದೀಶ್, ಬಳ್ಳಾರಿ ನಗರಾಭಿವೃದ್ಧಿ ಪ್ರಾಧಿಕಾರದ ಅಧ್ಯಕ್ಷ ಜೆ.ಎಸ್.ಆಂಜನೇಯಲು, ಪಾಲಿಕೆಯ ಉಪಮೇಯರ್ ಡಿ.ಸುಕುಂ, ಬಳ್ಳಾರಿ ವಲಯ ಪೊಲೀಸ್ ಮಹಾನಿರೀಕ್ಷಕರಾದ ಬಿ.ಎಸ್.ಲೋಕೇಶ್ ಕುಮಾರ್, ಜಿಲ್ಲಾಧಿಕಾರಿ ಪ್ರಶಾಂತ್ ಕುಮಾರ್ ಮಿಶ್ರಾ, ಜಿಲ್ಲಾ ಪೊಲೀಸ್ ವರಿಷ್ಠಾಧಿಕಾರಿ ಡಾ.ಶೋಭಾರಾಣಿ ವಿ.ಜೆ, ಜಿಲ್ಲಾ ಪಂಚಾಯತ್ ಮುಖ್ಯ ಕಾರ್ಯನಿರ್ವಾಹಕ ಅಧಿಕಾರಿ ರಾಹುಲ್ ಶರಣಪ್ಪ ಸಂಕನೂರ, ಅಪರ ಜಿಲ್ಲಾಧಿಕಾರಿ ಮಹಮ್ಮದ್ ಝುಬೇರ್, ಸಹಾಯಕ ಆಯುಕ್ತ ಪ್ರಮೋದ್.ಪಿ ಸೇರಿದಂತೆ ಜಿಲ್ಲಾ ಮಟ್ಟದ ಅಧಿಕಾರಿಗಳು ಮತ್ತು ಸಾರ್ವಜನಿಕರು ಇದ್ದರು. (23, 1693, 388, 1978)
story5-dateline: ಬಳ್ಳಾರಿ : (402, 1693, 443, 1708)
